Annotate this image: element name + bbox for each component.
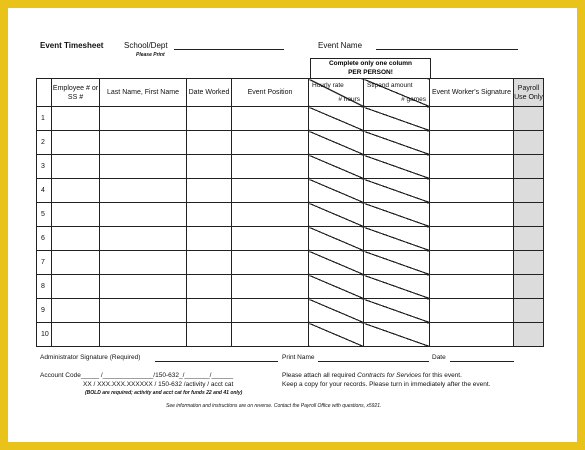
employee-cell[interactable] [52,203,100,227]
table-row [37,107,544,131]
signature-cell[interactable] [430,227,514,251]
account-code-field[interactable]: _____ /______________/150-632_/_______/______ [81,372,234,379]
table-row [37,251,544,275]
attach-contracts-note [282,372,462,379]
keep-copy-note: Keep a copy for your records. Please turn in immediately after the event. [282,381,491,388]
name-cell[interactable] [100,107,187,131]
admin-signature-label: Administrator Signature (Required) [40,354,141,361]
stipend-cell[interactable] [364,179,430,203]
hourly-cell[interactable] [309,107,364,131]
date-worked-cell[interactable] [187,155,232,179]
header-event-position: Event Position [232,79,309,107]
name-cell[interactable] [100,131,187,155]
row-number: 2 [37,131,52,155]
date-worked-cell[interactable] [187,179,232,203]
name-cell[interactable] [100,155,187,179]
hourly-cell[interactable] [309,155,364,179]
employee-cell[interactable] [52,299,100,323]
school-dept-field[interactable] [174,49,284,50]
date-worked-cell[interactable] [187,323,232,347]
table-body [37,107,544,347]
stipend-cell[interactable] [364,227,430,251]
date-worked-cell[interactable] [187,107,232,131]
header-name: Last Name, First Name [100,79,187,107]
date-worked-cell[interactable] [187,203,232,227]
stipend-cell[interactable] [364,251,430,275]
payroll-use-cell [514,179,544,203]
stipend-cell[interactable] [364,275,430,299]
stipend-cell[interactable] [364,323,430,347]
row-number: 3 [37,155,52,179]
please-print-note: Please Print [136,52,165,58]
row-number: 5 [37,203,52,227]
row-number: 7 [37,251,52,275]
reverse-instructions-note: See information and instructions are on reverse. Contact the Payroll Office with questions, x5921. [166,403,382,409]
employee-cell[interactable] [52,251,100,275]
event-position-cell[interactable] [232,179,309,203]
employee-cell[interactable] [52,131,100,155]
header-hourly [309,79,364,107]
event-position-cell[interactable] [232,107,309,131]
payroll-use-cell [514,251,544,275]
row-number: 6 [37,227,52,251]
stipend-cell[interactable] [364,155,430,179]
event-position-cell[interactable] [232,251,309,275]
hourly-cell[interactable] [309,251,364,275]
header-date-worked: Date Worked [187,79,232,107]
header-signature: Event Worker's Signature [430,79,514,107]
print-name-label: Print Name [282,354,315,361]
form-title: Event Timesheet [40,41,104,50]
signature-cell[interactable] [430,299,514,323]
name-cell[interactable] [100,323,187,347]
complete-one-column-note [310,58,431,78]
payroll-use-cell [514,131,544,155]
name-cell[interactable] [100,299,187,323]
account-code-format: XX / XXX.XXX.XXXXXX / 150-632 /activity / acct cat [83,381,234,388]
signature-cell[interactable] [430,107,514,131]
table-row [37,179,544,203]
timesheet-table [36,78,544,347]
table-header-row [37,79,544,107]
attach-note-post: for this event. [421,372,462,379]
name-cell[interactable] [100,227,187,251]
header-row-number [37,79,52,107]
event-position-cell[interactable] [232,155,309,179]
hourly-cell[interactable] [309,203,364,227]
signature-cell[interactable] [430,275,514,299]
stipend-cell[interactable] [364,107,430,131]
admin-signature-field[interactable] [155,361,278,362]
event-position-cell[interactable] [232,299,309,323]
signature-cell[interactable] [430,323,514,347]
print-name-field[interactable] [318,361,429,362]
stipend-cell[interactable] [364,299,430,323]
payroll-use-cell [514,323,544,347]
payroll-use-cell [514,155,544,179]
employee-cell[interactable] [52,275,100,299]
date-worked-cell[interactable] [187,227,232,251]
name-cell[interactable] [100,179,187,203]
header-stipend [364,79,430,107]
employee-cell[interactable] [52,323,100,347]
hourly-cell[interactable] [309,227,364,251]
payroll-use-cell [514,275,544,299]
hourly-cell[interactable] [309,299,364,323]
header-payroll-use: Payroll Use Only [514,79,544,107]
name-cell[interactable] [100,275,187,299]
date-field[interactable] [450,361,514,362]
hourly-rate-label: Hourly rate [312,82,344,89]
hourly-cell[interactable] [309,275,364,299]
hourly-cell[interactable] [309,131,364,155]
row-number: 1 [37,107,52,131]
games-label: # games [401,96,426,103]
account-code-label: Account Code [40,372,81,379]
signature-cell[interactable] [430,131,514,155]
row-number: 4 [37,179,52,203]
payroll-use-cell [514,227,544,251]
hourly-cell[interactable] [309,179,364,203]
event-name-field[interactable] [376,49,518,50]
event-position-cell[interactable] [232,323,309,347]
date-label: Date [432,354,446,361]
table-row [37,299,544,323]
stipend-amount-label: Stipend amount [367,82,413,89]
signature-cell[interactable] [430,251,514,275]
stipend-cell[interactable] [364,203,430,227]
employee-cell[interactable] [52,179,100,203]
employee-cell[interactable] [52,227,100,251]
payroll-use-cell [514,107,544,131]
bold-required-note: (BOLD are required; activity and acct cat for funds 22 and 41 only) [85,390,243,396]
attach-note-emphasis: Contracts for Services [357,372,422,379]
name-cell[interactable] [100,251,187,275]
date-worked-cell[interactable] [187,131,232,155]
date-worked-cell[interactable] [187,251,232,275]
header-employee: Employee # or SS # [52,79,100,107]
employee-cell[interactable] [52,107,100,131]
employee-cell[interactable] [52,155,100,179]
date-worked-cell[interactable] [187,299,232,323]
signature-cell[interactable] [430,179,514,203]
signature-cell[interactable] [430,155,514,179]
row-number: 8 [37,275,52,299]
event-position-cell[interactable] [232,275,309,299]
row-number: 10 [37,323,52,347]
table-row [37,323,544,347]
name-cell[interactable] [100,203,187,227]
event-position-cell[interactable] [232,131,309,155]
stipend-cell[interactable] [364,131,430,155]
date-worked-cell[interactable] [187,275,232,299]
table-row [37,275,544,299]
attach-note-pre: Please attach all required [282,372,358,379]
timesheet-page [8,8,577,442]
payroll-use-cell [514,203,544,227]
event-position-cell[interactable] [232,203,309,227]
table-row [37,131,544,155]
table-row [37,227,544,251]
payroll-use-cell [514,299,544,323]
complete-note-line2: PER PERSON! [348,69,393,76]
event-name-label: Event Name [318,41,363,50]
table-row [37,155,544,179]
school-dept-label: School/Dept [124,41,168,50]
row-number: 9 [37,299,52,323]
hours-label: # hours [338,96,360,103]
complete-note-line1: Complete only one column [328,60,413,67]
table-row [37,203,544,227]
event-position-cell[interactable] [232,227,309,251]
hourly-cell[interactable] [309,323,364,347]
signature-cell[interactable] [430,203,514,227]
